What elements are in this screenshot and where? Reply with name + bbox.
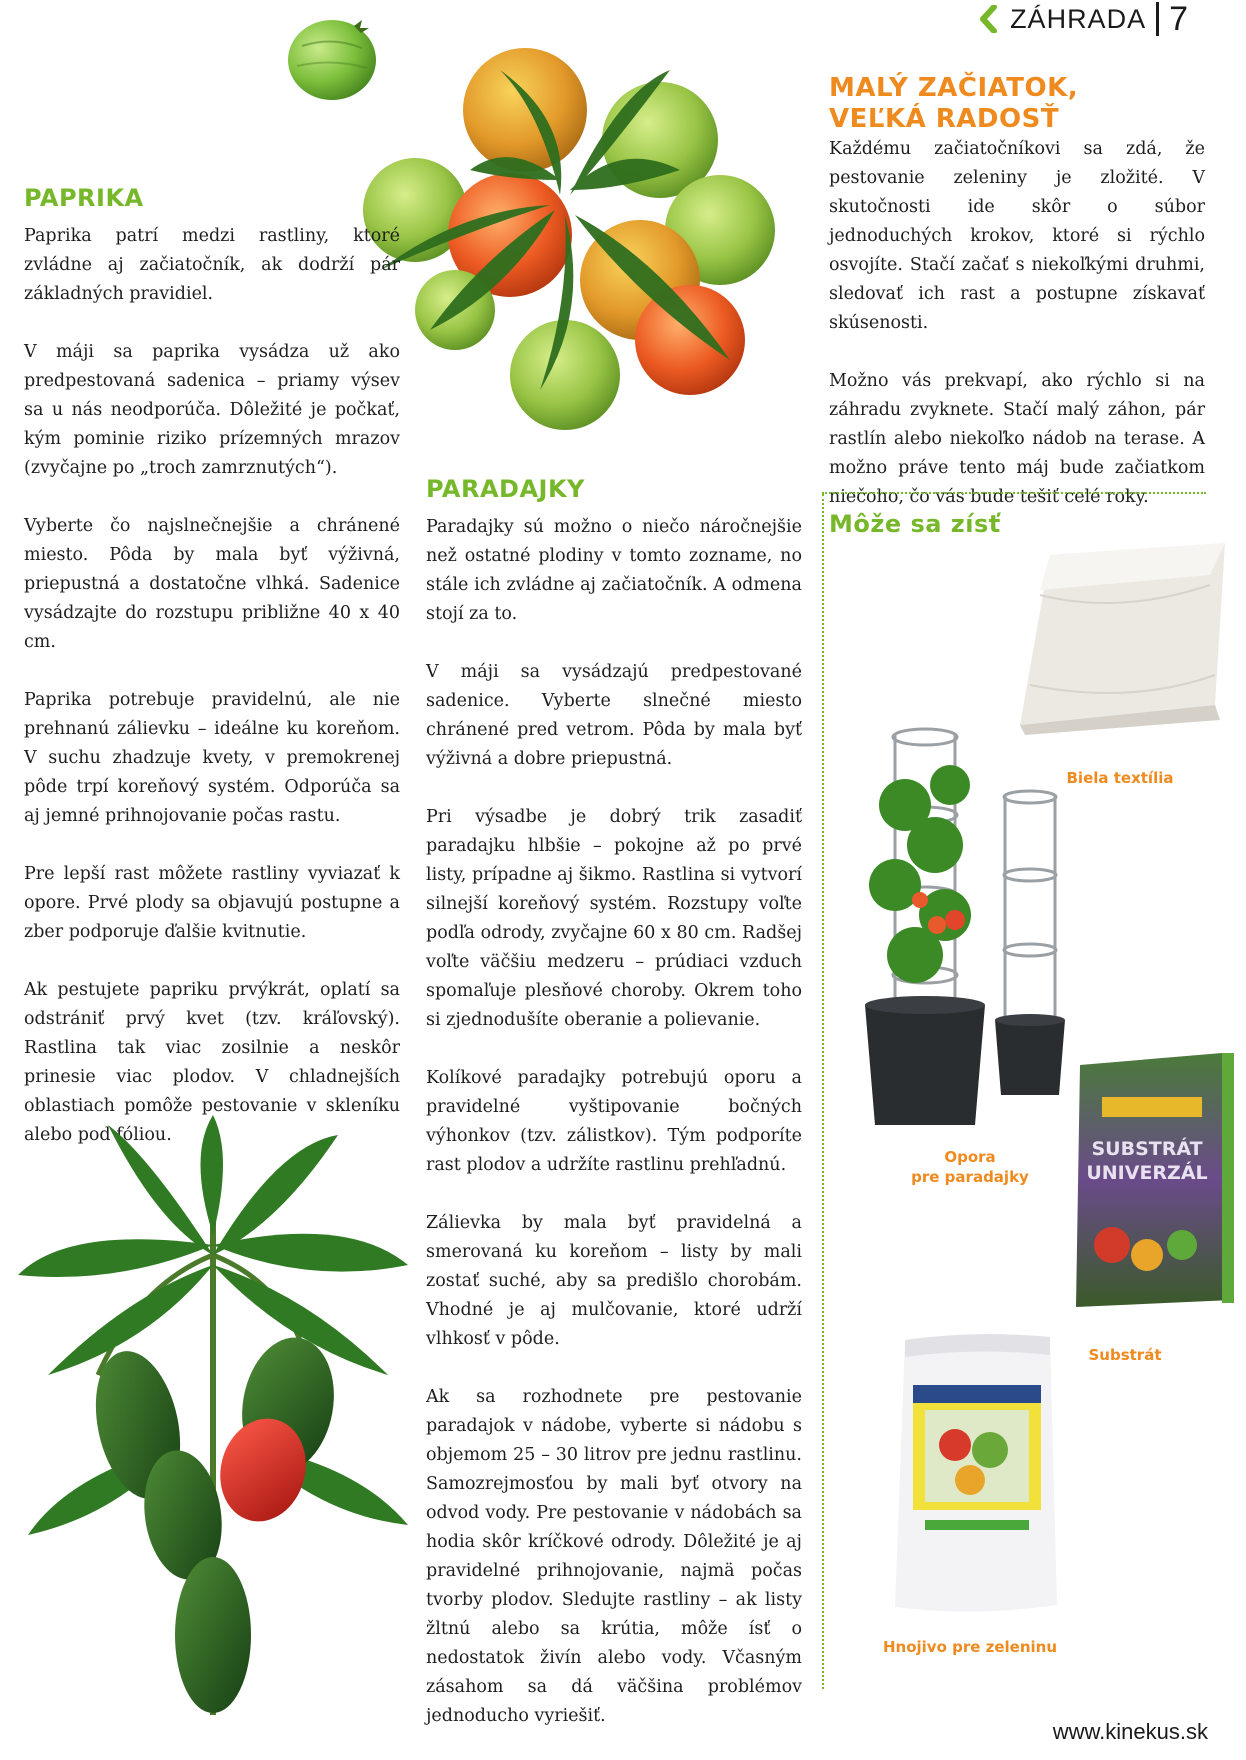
paprika-paragraph: Vyberte čo najslnečnejšie a chránené miesto. Pôda by mala byť výživná, priepustná a dostatočne vlhká. Sadenice vysádzajte do rozstupu približne 40 x 40 cm. [24, 516, 400, 652]
paprika-heading: PAPRIKA [24, 184, 144, 212]
pepper-plant-image [8, 1115, 428, 1725]
tomato-support-image [855, 725, 1075, 1135]
product-caption: Substrát [1088, 1346, 1162, 1364]
paradajky-heading: PARADAJKY [426, 475, 585, 503]
substrate-bag-image [1072, 1045, 1240, 1315]
intro-heading-line-2: VEĽKÁ RADOSŤ [829, 104, 1060, 134]
product-caption: Biela textília [1066, 769, 1174, 787]
white-fabric-image [1010, 535, 1236, 740]
fertilizer-bag-image [885, 1325, 1065, 1620]
paradajky-paragraph: Zálievka by mala byť pravidelná a smerovaná ku koreňom – listy by mali zostať suché, aby sa predišlo chorobám. Vhodné je aj mulčovanie, ktoré udrží vlhkosť v pôde. [426, 1213, 802, 1349]
paradajky-paragraph: Ak sa rozhodnete pre pestovanie paradajok v nádobe, vyberte si nádobu s objemom 25 – 30 litrov pre jednu rastlinu. Samozrejmosťou by mali byť otvory na odvod vody. Pre pestovanie v nádobách sa hodia skôr kríčkové odrody. Dôležité je aj pravidelné prihnojovanie, najmä počas tvorby plodov. Sledujte rastliny – ak listy žltnú alebo sa krútia, môže ísť o nedostatok živín alebo vody. Včasným zásahom sa dá väčšina problémov jednoducho vyriešiť. [426, 1387, 802, 1726]
tomato-cluster-image [360, 30, 780, 445]
product-caption-line-2: pre paradajky [911, 1168, 1029, 1186]
paprika-paragraph: Paprika patrí medzi rastliny, ktoré zvládne aj začiatočník, ak dodrží pár základných pravidiel. [24, 226, 400, 304]
section-name: ZÁHRADA [1010, 3, 1147, 34]
product-caption [870, 1147, 1070, 1187]
intro-text [829, 135, 1205, 541]
product-caption: Hnojivo pre zeleninu [882, 1638, 1058, 1656]
paradajky-text [426, 513, 802, 1760]
website-url[interactable]: www.kinekus.sk [1052, 1719, 1208, 1744]
paprika-paragraph: Ak pestujete papriku prvýkrát, oplatí sa odstrániť prvý kvet (tzv. kráľovský). Rastlina tak viac zosilnie a neskôr prinesie viac plodov. V chladnejších oblastiach pomôže pestovanie v skleníku alebo pod fóliou. [24, 980, 400, 1145]
intro-heading-line-1: MALÝ ZAČIATOK, [829, 73, 1079, 103]
paprika-paragraph: Pre lepší rast môžete rastliny vyviazať k opore. Prvé plody sa objavujú postupne a zber podporuje ďalšie kvitnutie. [24, 864, 400, 942]
products-top-divider [822, 492, 1206, 494]
paprika-paragraph: V máji sa paprika vysádza už ako predpestovaná sadenica – priamy výsev sa u nás neodporúča. Dôležité je počkať, kým pominie riziko prízemných mrazov (zvyčajne po „troch zamrznutých“). [24, 342, 400, 478]
paradajky-paragraph: Pri výsadbe je dobrý trik zasadiť paradajku hlbšie – pokojne až po prvé listy, prípadne aj šikmo. Rastlina si vytvorí silnejší koreňový systém. Rozstupy voľte podľa odrody, zvyčajne 60 x 80 cm. Radšej voľte väčšiu medzeru – prúdiaci vzduch spomaľuje plesňové choroby. Okrem toho si zjednodušíte oberanie a polievanie. [426, 807, 802, 1030]
substrate-bag-label [1072, 1137, 1222, 1185]
header-divider [1156, 2, 1159, 36]
paprika-paragraph: Paprika potrebuje pravidelnú, ale nie prehnanú zálievku – ideálne ku koreňom. V suchu zhadzuje kvety, v premokrenej pôde trpí koreňový systém. Odporúča sa aj jemné prihnojovanie počas rastu. [24, 690, 400, 826]
paprika-text [24, 222, 400, 1179]
product-caption-line-1: Opora [944, 1148, 996, 1166]
page-header [978, 0, 1188, 38]
intro-paragraph: Možno vás prekvapí, ako rýchlo si na záhradu zvyknete. Stačí malý záhon, pár rastlín alebo niekoľko nádob na terase. A možno práve tento máj bude začiatkom niečoho, čo vás bude tešiť celé roky. [829, 371, 1205, 507]
page-number: 7 [1169, 0, 1188, 38]
intro-heading [829, 73, 1205, 135]
paradajky-paragraph: V máji sa vysádzajú predpestované sadenice. Vyberte slnečné miesto chránené pred vetrom. Pôda by mala byť výživná a dobre priepustná. [426, 662, 802, 769]
paradajky-paragraph: Paradajky sú možno o niečo náročnejšie než ostatné plodiny v tomto zozname, no stále ich zvládne aj začiatočník. A odmena stojí za to. [426, 517, 802, 624]
paradajky-paragraph: Kolíkové paradajky potrebujú oporu a pravidelné vyštipovanie bočných výhonkov (tzv. zálistkov). Tým podporíte rast plodov a udržíte rastlinu prehľadnú. [426, 1068, 802, 1175]
substrate-bag-label-line-2: UNIVERZÁL [1086, 1162, 1208, 1184]
products-left-divider [822, 494, 824, 1689]
products-heading: Môže sa zísť [829, 510, 1001, 538]
chevron-left-icon [978, 5, 998, 33]
intro-paragraph: Každému začiatočníkovi sa zdá, že pestovanie zeleniny je zložité. V skutočnosti ide skôr o súbor jednoduchých krokov, ktoré si rýchlo osvojíte. Stačí začať s niekoľkými druhmi, sledovať ich rast a postupne získavať skúsenosti. [829, 139, 1205, 333]
substrate-bag-label-line-1: SUBSTRÁT [1091, 1138, 1203, 1160]
